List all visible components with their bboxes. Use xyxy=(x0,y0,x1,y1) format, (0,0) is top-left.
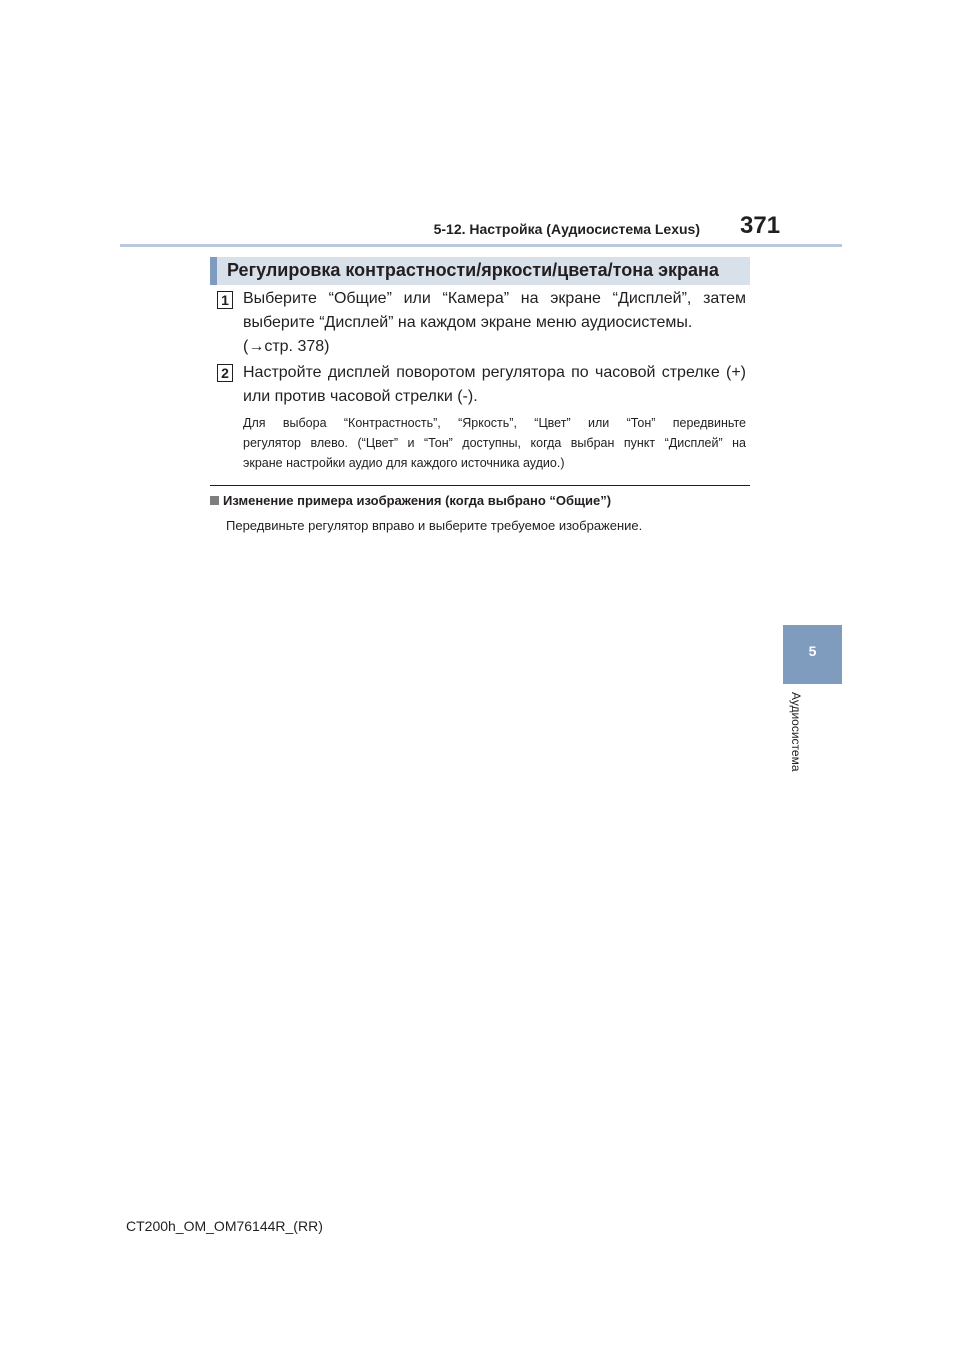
step-1-line: выберите “Дисплей” на каждом экране меню аудиосистемы. xyxy=(243,314,693,331)
step-2-text xyxy=(243,361,746,409)
step-number-2: 2 xyxy=(217,364,233,382)
step-1-text xyxy=(243,287,746,359)
section-divider xyxy=(210,485,750,486)
info-heading-text: Изменение примера изображения (когда выбрано “Общие”) xyxy=(223,493,612,508)
footer-code: CT200h_OM_OM76144R_(RR) xyxy=(126,1218,323,1234)
step-number-1: 1 xyxy=(217,291,233,309)
chapter-tab: 5 xyxy=(783,625,842,684)
info-heading xyxy=(210,493,611,508)
note-line: экране настройки аудио для каждого источника аудио.) xyxy=(243,456,565,470)
page-number: 371 xyxy=(740,212,781,239)
square-bullet-icon xyxy=(210,496,219,505)
step-1-line: (→стр. 378) xyxy=(243,338,330,355)
step-2-note xyxy=(243,413,746,473)
step-2-line: или против часовой стрелки (-). xyxy=(243,388,478,405)
note-line: Для выбора “Контрастность”, “Яркость”, “Цвет” или “Тон” передвиньте xyxy=(243,416,746,430)
section-title-bar xyxy=(210,257,750,285)
chapter-label: Аудиосистема xyxy=(789,692,803,772)
section-title: Регулировка контрастности/яркости/цвета/тона экрана xyxy=(227,260,719,280)
step-2-line: Настройте дисплей поворотом регулятора по часовой стрелке (+) xyxy=(243,364,746,381)
info-text: Передвиньте регулятор вправо и выберите требуемое изображение. xyxy=(226,518,643,533)
header-rule xyxy=(120,244,842,247)
note-line: регулятор влево. (“Цвет” и “Тон” доступны, когда выбран пункт “Дисплей” на xyxy=(243,436,746,450)
running-header: 5-12. Настройка (Аудиосистема Lexus) xyxy=(433,221,700,237)
step-1-line: Выберите “Общие” или “Камера” на экране “Дисплей”, затем xyxy=(243,290,746,307)
